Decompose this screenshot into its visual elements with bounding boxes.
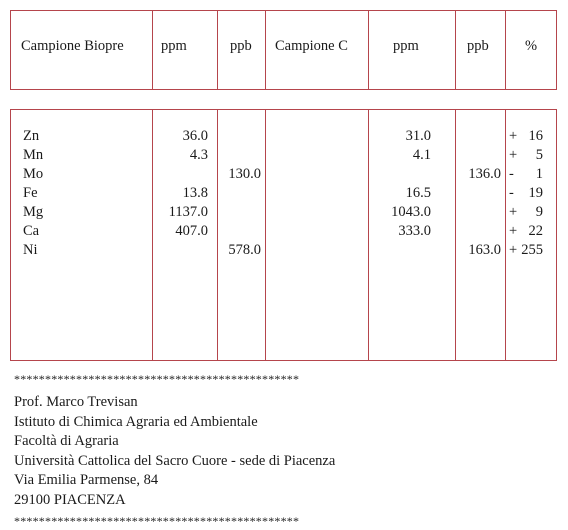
element-symbol: Fe bbox=[23, 185, 38, 201]
element-symbol: Mg bbox=[23, 204, 44, 220]
percent-sign: + bbox=[509, 223, 518, 239]
column-divider bbox=[152, 11, 153, 89]
table-row bbox=[11, 166, 556, 185]
percent-sign: + bbox=[509, 242, 518, 258]
data-table bbox=[10, 109, 557, 361]
signature-block bbox=[14, 393, 335, 510]
percent-sign: + bbox=[509, 204, 518, 220]
element-symbol: Mn bbox=[23, 147, 44, 163]
signature-street: Via Emilia Parmense, 84 bbox=[14, 472, 159, 488]
c-ppb-value: 136.0 bbox=[468, 166, 501, 182]
biopre-ppb-value: 578.0 bbox=[228, 242, 261, 258]
percent-value: 16 bbox=[528, 128, 543, 144]
biopre-ppm-value: 36.0 bbox=[182, 128, 208, 144]
header-ppm-biopre: ppm bbox=[161, 38, 187, 54]
element-symbol: Ni bbox=[23, 242, 38, 258]
element-symbol: Mo bbox=[23, 166, 44, 182]
percent-value: 22 bbox=[528, 223, 543, 239]
biopre-ppb-value: 130.0 bbox=[228, 166, 261, 182]
signature-name: Prof. Marco Trevisan bbox=[14, 394, 138, 410]
signature-university: Università Cattolica del Sacro Cuore - sede di Piacenza bbox=[14, 452, 336, 469]
header-ppm-c: ppm bbox=[393, 38, 419, 54]
signature-city: 29100 PIACENZA bbox=[14, 491, 126, 508]
c-ppm-value: 333.0 bbox=[398, 223, 431, 239]
percent-value: 19 bbox=[528, 185, 543, 201]
separator-top: ********************************************** bbox=[14, 372, 300, 386]
column-divider bbox=[217, 11, 218, 89]
header-ppb-c: ppb bbox=[467, 38, 489, 54]
separator-bottom: ********************************************** bbox=[14, 514, 300, 528]
header-table bbox=[10, 10, 557, 90]
element-symbol: Ca bbox=[23, 223, 40, 239]
header-percent: % bbox=[525, 38, 538, 54]
signature-faculty: Facoltà di Agraria bbox=[14, 433, 119, 449]
percent-value: 9 bbox=[535, 204, 543, 220]
table-row bbox=[11, 242, 556, 261]
c-ppm-value: 16.5 bbox=[405, 185, 431, 201]
c-ppm-value: 4.1 bbox=[412, 147, 431, 163]
percent-value: 5 bbox=[535, 147, 543, 163]
c-ppm-value: 31.0 bbox=[405, 128, 431, 144]
c-ppm-value: 1043.0 bbox=[391, 204, 431, 220]
header-ppb-biopre: ppb bbox=[230, 38, 252, 54]
biopre-ppm-value: 1137.0 bbox=[168, 204, 208, 220]
signature-institute: Istituto di Chimica Agraria ed Ambientale bbox=[14, 413, 258, 430]
percent-sign: + bbox=[509, 147, 518, 163]
percent-value: 1 bbox=[535, 166, 543, 182]
table-row bbox=[11, 204, 556, 223]
c-ppb-value: 163.0 bbox=[468, 242, 501, 258]
table-row bbox=[11, 185, 556, 204]
biopre-ppm-value: 4.3 bbox=[189, 147, 208, 163]
column-divider bbox=[265, 11, 266, 89]
percent-sign: + bbox=[509, 128, 518, 144]
element-symbol: Zn bbox=[23, 128, 40, 144]
table-row bbox=[11, 147, 556, 166]
percent-sign: - bbox=[509, 166, 514, 182]
header-campione-c: Campione C bbox=[275, 38, 348, 54]
column-divider bbox=[368, 11, 369, 89]
biopre-ppm-value: 13.8 bbox=[182, 185, 208, 201]
biopre-ppm-value: 407.0 bbox=[175, 223, 208, 239]
percent-value: 255 bbox=[521, 242, 543, 258]
percent-sign: - bbox=[509, 185, 514, 201]
column-divider bbox=[455, 11, 456, 89]
table-row bbox=[11, 223, 556, 242]
column-divider bbox=[505, 11, 506, 89]
header-campione-biopre: Campione Biopre bbox=[21, 38, 124, 54]
table-row bbox=[11, 128, 556, 147]
